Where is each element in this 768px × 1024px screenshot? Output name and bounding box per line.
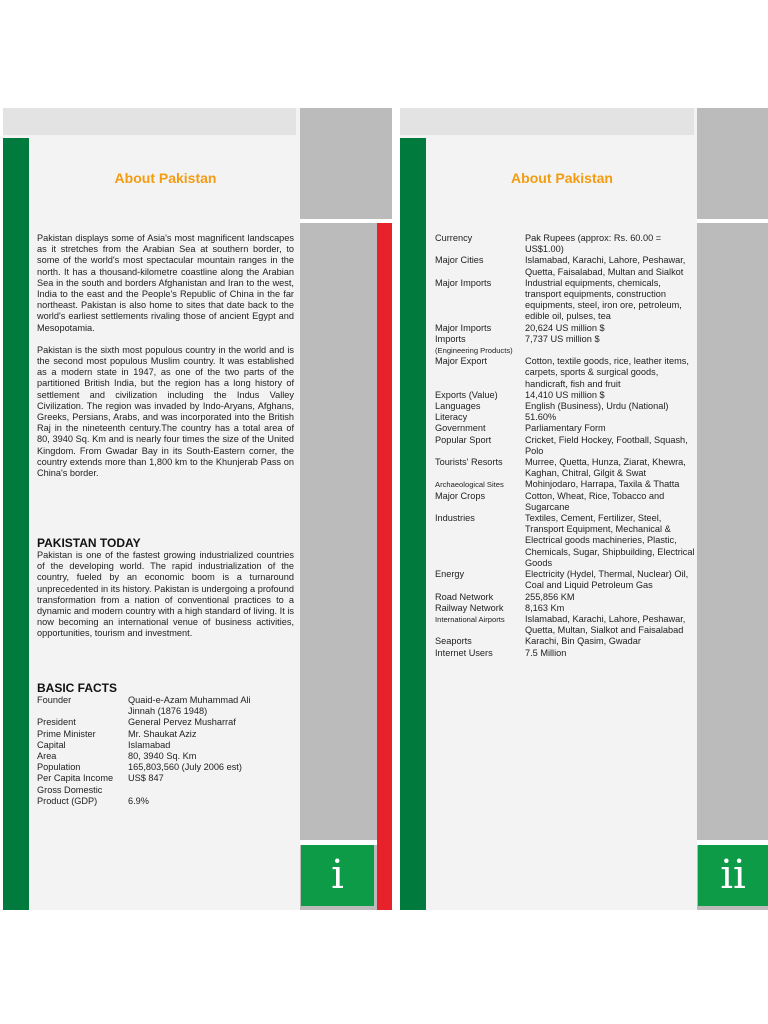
- facts-table: [37, 695, 294, 807]
- fact-label: International Airports: [435, 614, 505, 624]
- green-side-strip: [400, 138, 426, 910]
- divider: [697, 219, 768, 223]
- gray-side-column: [697, 108, 768, 910]
- fact-label: Exports (Value): [435, 389, 498, 400]
- fact-value: Electricity (Hydel, Thermal, Nuclear) Oil, Coal and Liquid Petroleum Gas: [525, 569, 689, 591]
- fact-value: 6.9%: [128, 795, 149, 806]
- fact-label: Tourists' Resorts: [435, 457, 503, 468]
- fact-value: Mr. Shaukat Aziz: [128, 728, 197, 739]
- section-heading: PAKISTAN TODAY: [37, 536, 141, 550]
- fact-value: Cotton, textile goods, rice, leather items, carpets, sports & surgical goods, handicraft, fish and fruit: [525, 356, 689, 389]
- fact-label: Major Crops: [435, 490, 486, 501]
- facts-table: [435, 233, 697, 659]
- brochure-page-1: [3, 108, 392, 910]
- fact-label: Area: [37, 751, 57, 762]
- today-section: [37, 536, 294, 640]
- fact-label: Major Imports: [435, 277, 492, 288]
- intro-paragraph: Pakistan is the sixth most populous country in the world and is the second most populous Muslim country. It was established as a modern state in 1947, as one of the two parts of the partitioned British India, but the region has a long history of settlement and civilization including the Indus Valley Civilization. The region was invaded by Indo-Aryans, Afghans, Greeks, Persians, Arabs, and was incorporated into the British Raj in the nineteenth century.The country has a total area of 80, 3940 Sq. Km and is nearly four times the size of the United Kingdom. From Gwadar Bay in its South-Eastern corner, the country extends more than 1,800 km to the Khunjerab Pass on China's border.: [37, 344, 294, 479]
- fact-value: Mohinjodaro, Harrapa, Taxila & Thatta: [525, 479, 680, 490]
- header-bar: [3, 108, 296, 135]
- fact-value: Karachi, Bin Qasim, Gwadar: [525, 636, 641, 647]
- fact-value: 14,410 US million $: [525, 389, 605, 400]
- fact-label: Prime Minister: [37, 728, 96, 739]
- fact-label: Capital: [37, 739, 66, 750]
- fact-value: Parliamentary Form: [525, 423, 606, 434]
- page-title: About Pakistan: [511, 170, 613, 186]
- fact-value: Industrial equipments, chemicals, transport equipments, construction equipments, steel, iron ore, petroleum, edible oil, pulses, tea: [525, 277, 682, 322]
- fact-label-main: Imports: [435, 333, 466, 344]
- fact-label: President: [37, 717, 76, 728]
- fact-label: Major Export: [435, 356, 488, 367]
- fact-label: Founder: [37, 695, 72, 705]
- red-side-strip: [377, 223, 392, 910]
- fact-label: Industries: [435, 513, 475, 524]
- fact-value: Islamabad: [128, 739, 171, 750]
- page-title: About Pakistan: [114, 170, 217, 186]
- green-side-strip: [3, 138, 29, 910]
- header-bar: [400, 108, 694, 135]
- fact-value: Islamabad, Karachi, Lahore, Peshawar, Quetta, Faisalabad, Multan and Sialkot: [525, 255, 686, 277]
- page-number: ii: [698, 845, 768, 906]
- fact-label: Railway Network: [435, 602, 504, 613]
- fact-value: 20,624 US million $: [525, 322, 605, 333]
- brochure-page-2: [400, 108, 768, 910]
- fact-label: Internet Users: [435, 647, 493, 658]
- fact-value: 8,163 Km: [525, 602, 565, 613]
- fact-label: Per Capita Income: [37, 773, 114, 784]
- today-paragraph: Pakistan is one of the fastest growing industrialized countries of the developing world. The rapid industrialization of the country, fueled by an economic boom is a turnaround unprecedented in its history. Pakistan is undergoing a profound transformation from a nation of conventional practices to a dynamic and modern country with a high standard of living. It is now becoming an international venue of business activities, opportunities, tourism and investment.: [37, 550, 294, 639]
- fact-value: 7,737 US million $: [525, 333, 600, 344]
- fact-label: Languages: [435, 401, 481, 412]
- fact-value: 165,803,560 (July 2006 est): [128, 762, 242, 773]
- fact-label: Gross Domestic Product (GDP): [37, 784, 103, 806]
- intro-paragraph: Pakistan displays some of Asia's most magnificent landscapes as it stretches from the Arabian Sea at southern border, to some of the world's most spectacular mountain ranges in the north. It has a thousand-kilometre coastline along the Arabian Sea in the south and borders Afghanistan and Iran to the west, India to the east and the People's Republic of China in the far northeast. Pakistan is also home to sites that date back to the world's earliest settlements rivaling those of ancient Egypt and Mesopotamia.: [37, 233, 294, 333]
- fact-value: English (Business), Urdu (National): [525, 401, 669, 412]
- fact-label: Road Network: [435, 591, 494, 602]
- fact-value: Cricket, Field Hockey, Football, Squash, Polo: [525, 434, 688, 456]
- fact-value: Islamabad, Karachi, Lahore, Peshawar, Quetta, Multan, Sialkot and Faisalabad: [525, 613, 686, 636]
- fact-value: Pak Rupees (approx: Rs. 60.00 = US$1.00): [525, 233, 662, 255]
- fact-value: Murree, Quetta, Hunza, Ziarat, Khewra, Kaghan, Chitral, Gilgit & Swat: [525, 457, 686, 479]
- fact-label: Seaports: [435, 636, 472, 647]
- fact-label: [435, 334, 525, 356]
- fact-value: 80, 3940 Sq. Km: [128, 751, 197, 762]
- fact-label: Government: [435, 423, 486, 434]
- section-heading: BASIC FACTS: [37, 681, 118, 695]
- fact-label: Population: [37, 762, 81, 773]
- fact-value: Cotton, Wheat, Rice, Tobacco and Sugarcane: [525, 490, 665, 512]
- fact-label: Literacy: [435, 412, 468, 423]
- fact-value: 7.5 Million: [525, 647, 567, 658]
- intro-section: [37, 233, 294, 479]
- fact-label: Archaeological Sites: [435, 480, 504, 490]
- fact-label: Popular Sport: [435, 434, 492, 445]
- fact-sublabel: (Engineering Products): [435, 346, 513, 356]
- page-number: i: [301, 845, 374, 906]
- fact-value: General Pervez Musharraf: [128, 717, 236, 728]
- fact-label: Energy: [435, 569, 465, 580]
- fact-value: Quaid-e-Azam Muhammad Ali Jinnah (1876 1948): [128, 695, 251, 717]
- fact-label: Currency: [435, 233, 473, 243]
- fact-label: Major Imports: [435, 322, 492, 333]
- fact-label: Major Cities: [435, 255, 484, 266]
- fact-value: 51.60%: [525, 412, 557, 423]
- fact-value: Textiles, Cement, Fertilizer, Steel, Transport Equipment, Mechanical & Electrical goods machineries, Plastic, Chemicals, Sugar, Shipbuilding, Electrical Goods: [525, 513, 695, 568]
- basic-facts-section: [37, 681, 294, 807]
- fact-value: US$ 847: [128, 773, 164, 784]
- fact-value: 255,856 KM: [525, 591, 575, 602]
